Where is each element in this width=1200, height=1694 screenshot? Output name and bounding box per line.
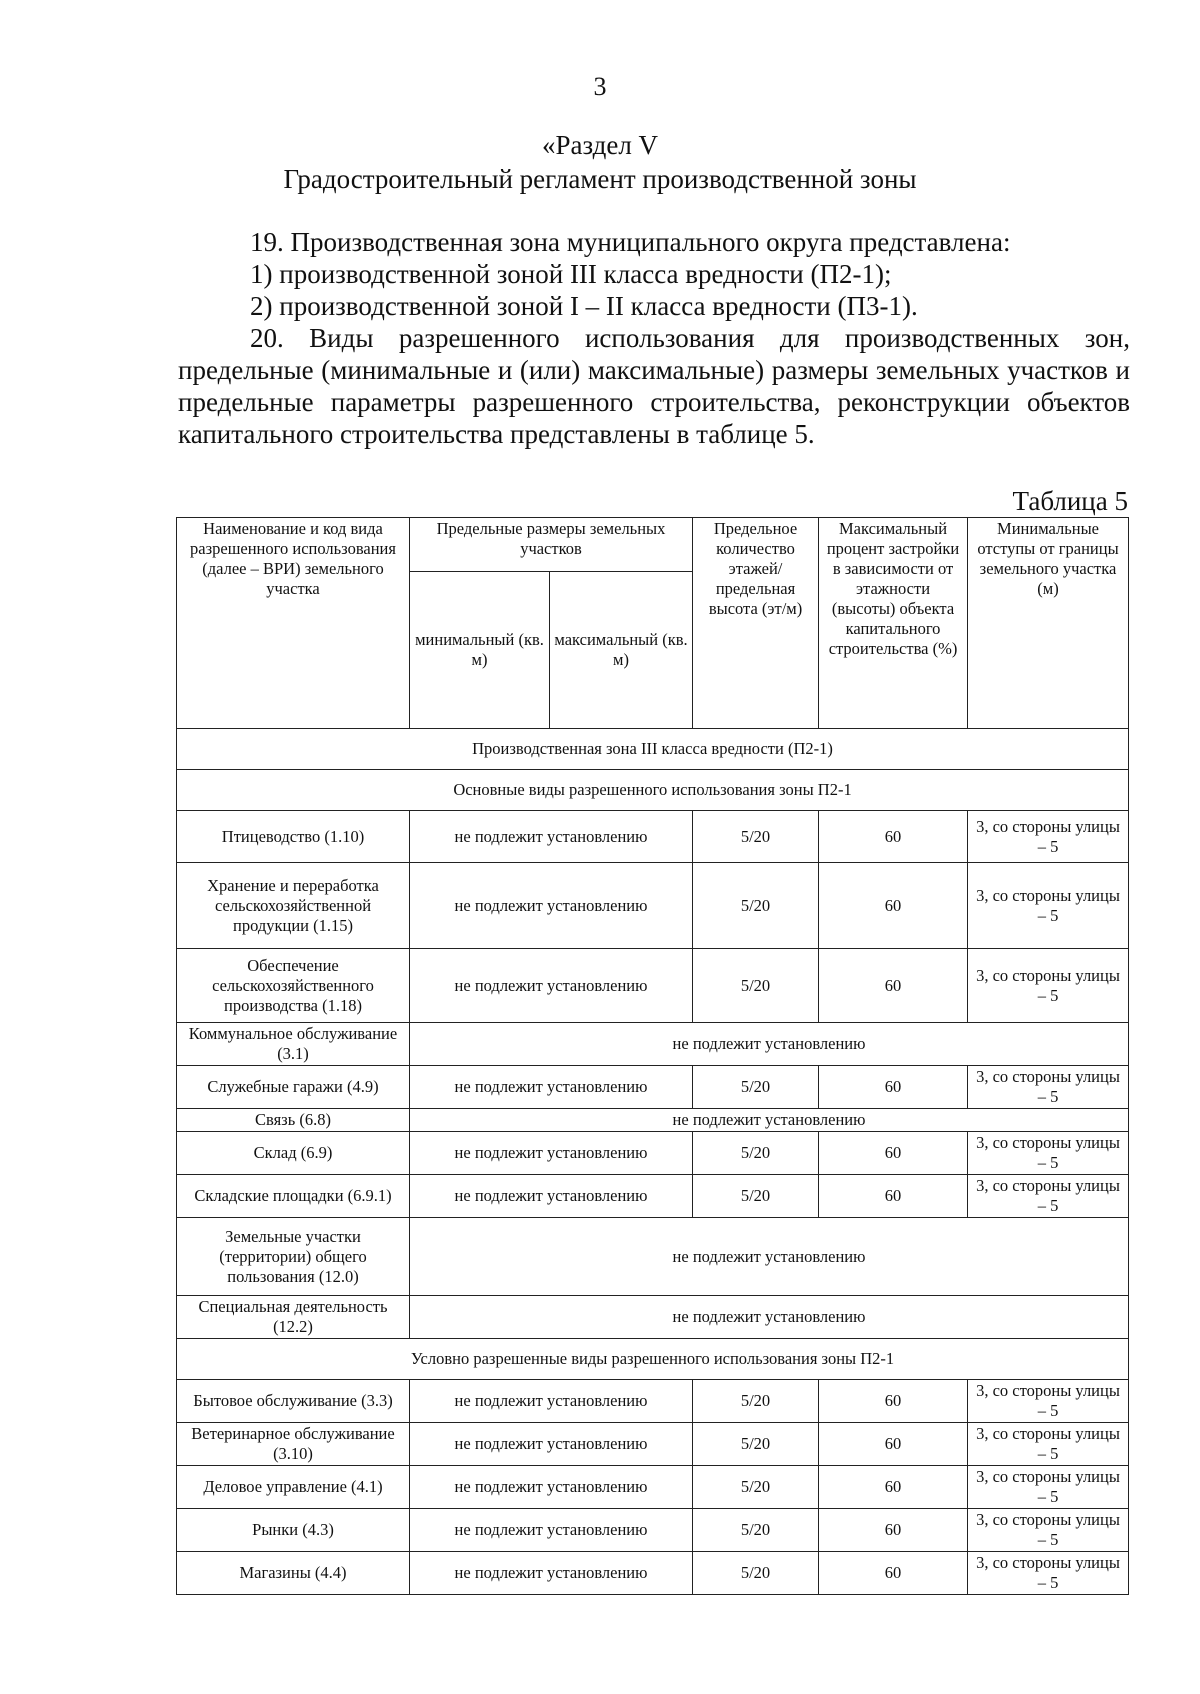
percent-cell: 60 (819, 1509, 968, 1552)
header-percent: Максимальный процент застройки в зависимости от этажности (высоты) объекта капитального строительства (%) (819, 518, 968, 729)
setback-cell: 3, со стороны улицы – 5 (968, 1423, 1129, 1466)
plot-sizes-cell: не подлежит установлению (410, 1466, 693, 1509)
vri-name-cell: Рынки (4.3) (177, 1509, 410, 1552)
vri-name-cell: Деловое управление (4.1) (177, 1466, 410, 1509)
plot-sizes-cell: не подлежит установлению (410, 1380, 693, 1423)
vri-name-cell: Бытовое обслуживание (3.3) (177, 1380, 410, 1423)
header-floors: Предельное количество этажей/ предельная высота (эт/м) (693, 518, 819, 729)
vri-name-cell: Обеспечение сельскохозяйственного производства (1.18) (177, 949, 410, 1023)
floors-cell: 5/20 (693, 811, 819, 863)
floors-cell: 5/20 (693, 1380, 819, 1423)
table-row (177, 863, 1129, 949)
floors-cell: 5/20 (693, 1509, 819, 1552)
plot-sizes-cell: не подлежит установлению (410, 811, 693, 863)
vri-name-cell: Служебные гаражи (4.9) (177, 1066, 410, 1109)
floors-cell: 5/20 (693, 863, 819, 949)
floors-cell: 5/20 (693, 1066, 819, 1109)
plot-sizes-cell: не подлежит установлению (410, 1132, 693, 1175)
intro-text (178, 226, 1130, 450)
vri-name-cell: Магазины (4.4) (177, 1552, 410, 1595)
section-heading: «Раздел V (541, 130, 659, 160)
plot-sizes-cell: не подлежит установлению (410, 949, 693, 1023)
floors-cell: 5/20 (693, 1175, 819, 1218)
list-item-1: 1) производственной зоной III класса вредности (П2-1); (250, 259, 892, 289)
main-section-title: Основные виды разрешенного использования зоны П2-1 (177, 770, 1129, 811)
section-subheading: Градостроительный регламент производственной зоны (283, 164, 917, 194)
percent-cell: 60 (819, 811, 968, 863)
setback-cell: 3, со стороны улицы – 5 (968, 863, 1129, 949)
plot-sizes-cell: не подлежит установлению (410, 1066, 693, 1109)
vri-name-cell: Ветеринарное обслуживание (3.10) (177, 1423, 410, 1466)
percent-cell: 60 (819, 1066, 968, 1109)
floors-cell: 5/20 (693, 949, 819, 1023)
percent-cell: 60 (819, 863, 968, 949)
percent-cell: 60 (819, 1423, 968, 1466)
setback-cell: 3, со стороны улицы – 5 (968, 811, 1129, 863)
table-row (177, 1109, 1129, 1132)
paragraph-20: 20. Виды разрешенного использования для производственных зон, предельные (минимальные и (или) максимальные) размеры земельных участков и предельные параметры разрешенного строительства, реконструкции объектов капитального строительства представлены в таблице 5. (178, 323, 1130, 449)
table-row (177, 1423, 1129, 1466)
table-caption: Таблица 5 (1012, 486, 1128, 516)
floors-cell: 5/20 (693, 1423, 819, 1466)
zone-title: Производственная зона III класса вредности (П2-1) (177, 729, 1129, 770)
table-row (177, 1466, 1129, 1509)
vri-name-cell: Складские площадки (6.9.1) (177, 1175, 410, 1218)
table-row (177, 1218, 1129, 1296)
plot-sizes-cell: не подлежит установлению (410, 863, 693, 949)
plot-sizes-cell: не подлежит установлению (410, 1509, 693, 1552)
percent-cell: 60 (819, 1552, 968, 1595)
not-established-cell: не подлежит установлению (410, 1218, 1129, 1296)
plot-sizes-cell: не подлежит установлению (410, 1175, 693, 1218)
not-established-cell: не подлежит установлению (410, 1109, 1129, 1132)
setback-cell: 3, со стороны улицы – 5 (968, 1132, 1129, 1175)
setback-cell: 3, со стороны улицы – 5 (968, 1466, 1129, 1509)
percent-cell: 60 (819, 1132, 968, 1175)
setback-cell: 3, со стороны улицы – 5 (968, 949, 1129, 1023)
table-row (177, 811, 1129, 863)
header-setback: Минимальные отступы от границы земельного участка (м) (968, 518, 1129, 729)
floors-cell: 5/20 (693, 1466, 819, 1509)
table-row (177, 1552, 1129, 1595)
setback-cell: 3, со стороны улицы – 5 (968, 1509, 1129, 1552)
not-established-cell: не подлежит установлению (410, 1023, 1129, 1066)
percent-cell: 60 (819, 1466, 968, 1509)
setback-cell: 3, со стороны улицы – 5 (968, 1552, 1129, 1595)
vri-name-cell: Коммунальное обслуживание (3.1) (177, 1023, 410, 1066)
setback-cell: 3, со стороны улицы – 5 (968, 1066, 1129, 1109)
floors-cell: 5/20 (693, 1132, 819, 1175)
percent-cell: 60 (819, 949, 968, 1023)
paragraph-19: 19. Производственная зона муниципального округа представлена: (250, 227, 1011, 257)
vri-name-cell: Склад (6.9) (177, 1132, 410, 1175)
table-row (177, 1380, 1129, 1423)
regulation-table (176, 517, 1129, 1595)
header-max: максимальный (кв. м) (550, 572, 693, 729)
vri-name-cell: Земельные участки (территории) общего пользования (12.0) (177, 1218, 410, 1296)
table-row (177, 949, 1129, 1023)
table-row (177, 1066, 1129, 1109)
table-row (177, 1023, 1129, 1066)
header-sizes: Предельные размеры земельных участков (410, 518, 693, 572)
not-established-cell: не подлежит установлению (410, 1296, 1129, 1339)
vri-name-cell: Птицеводство (1.10) (177, 811, 410, 863)
page-number: 3 (593, 72, 607, 101)
table-row (177, 1296, 1129, 1339)
plot-sizes-cell: не подлежит установлению (410, 1552, 693, 1595)
header-name: Наименование и код вида разрешенного использования (далее – ВРИ) земельного участка (177, 518, 410, 729)
table-row (177, 1509, 1129, 1552)
setback-cell: 3, со стороны улицы – 5 (968, 1175, 1129, 1218)
list-item-2: 2) производственной зоной I – II класса вредности (П3-1). (250, 291, 918, 321)
percent-cell: 60 (819, 1380, 968, 1423)
plot-sizes-cell: не подлежит установлению (410, 1423, 693, 1466)
vri-name-cell: Связь (6.8) (177, 1109, 410, 1132)
setback-cell: 3, со стороны улицы – 5 (968, 1380, 1129, 1423)
floors-cell: 5/20 (693, 1552, 819, 1595)
header-min: минимальный (кв. м) (410, 572, 550, 729)
table-row (177, 1175, 1129, 1218)
vri-name-cell: Хранение и переработка сельскохозяйственной продукции (1.15) (177, 863, 410, 949)
percent-cell: 60 (819, 1175, 968, 1218)
conditional-section-title: Условно разрешенные виды разрешенного использования зоны П2-1 (177, 1339, 1129, 1380)
table-row (177, 1132, 1129, 1175)
vri-name-cell: Специальная деятельность (12.2) (177, 1296, 410, 1339)
